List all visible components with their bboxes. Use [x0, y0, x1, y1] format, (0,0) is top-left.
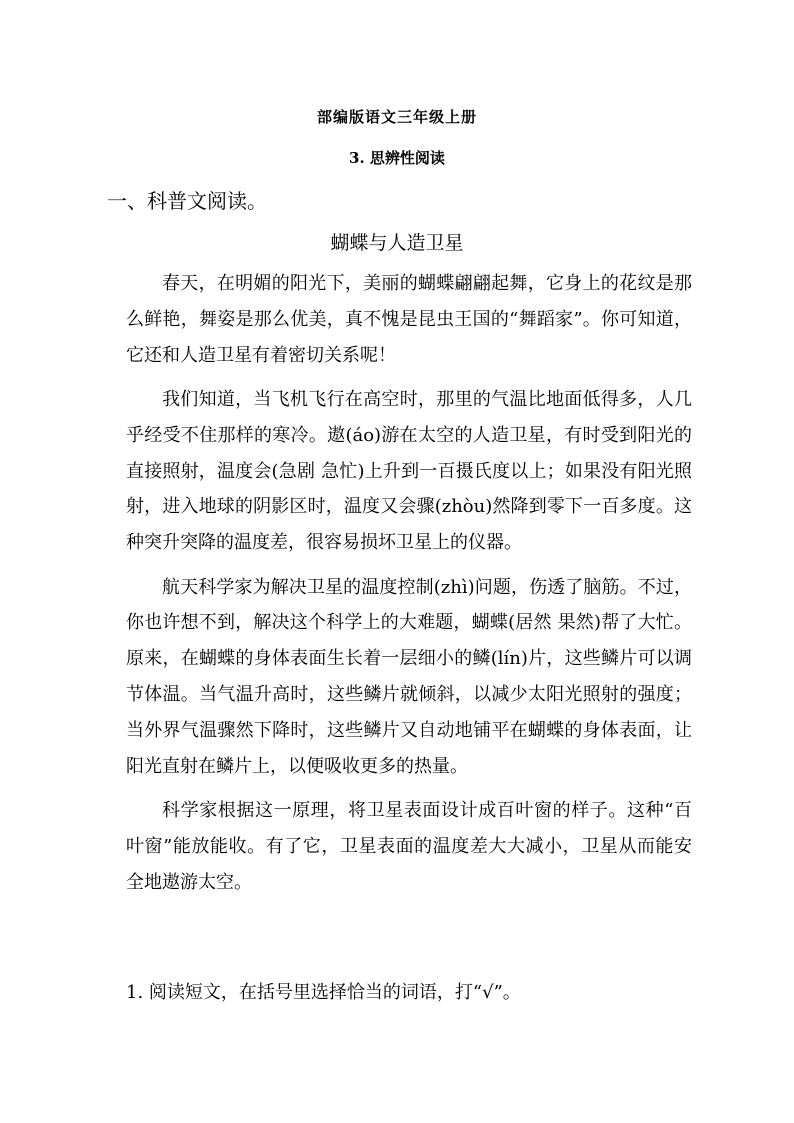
- article-body: [126, 266, 692, 900]
- question-1: 1. 阅读短文，在括号里选择恰当的词语，打“√”。: [126, 982, 521, 1003]
- unit-title: 3. 思辨性阅读: [349, 149, 445, 167]
- section-heading: 一、科普文阅读。: [107, 189, 267, 213]
- paragraph-4: 科学家根据这一原理，将卫星表面设计成百叶窗的样子。这种“百叶窗”能放能收。有了它，卫星表面的温度差大大减小，卫星从而能安全地遨游太空。: [126, 799, 692, 893]
- paragraph-3: 航天科学家为解决卫星的温度控制(zhì)问题，伤透了脑筋。不过，你也许想不到，解决这个科学上的大难题，蝴蝶(居然 果然)帮了大忙。原来，在蝴蝶的身体表面生长着一层细小的鳞(lín)片，这些鳞片可以调节体温。当气温升高时，这些鳞片就倾斜，以减少太阳光照射的强度；当外界气温骤然下降时，这些鳞片又自动地铺平在蝴蝶的身体表面，让阳光直射在鳞片上，以便吸收更多的热量。: [126, 576, 692, 777]
- article-title: 蝴蝶与人造卫星: [330, 232, 464, 254]
- paragraph-2: 我们知道，当飞机飞行在高空时，那里的气温比地面低得多，人几乎经受不住那样的寒冷。遨(áo)游在太空的人造卫星，有时受到阳光的直接照射，温度会(急剧 急忙)上升到一百摄氏度以上；如果没有阳光照射，进入地球的阴影区时，温度又会骤(zhòu)然降到零下一百多度。这种突升突降的温度差，很容易损坏卫星上的仪器。: [126, 388, 692, 554]
- document-title: 部编版语文三年级上册: [316, 108, 477, 126]
- paragraph-1: 春天，在明媚的阳光下，美丽的蝴蝶翩翩起舞，它身上的花纹是那么鲜艳，舞姿是那么优美，真不愧是昆虫王国的“舞蹈家”。你可知道，它还和人造卫星有着密切关系呢！: [126, 273, 692, 366]
